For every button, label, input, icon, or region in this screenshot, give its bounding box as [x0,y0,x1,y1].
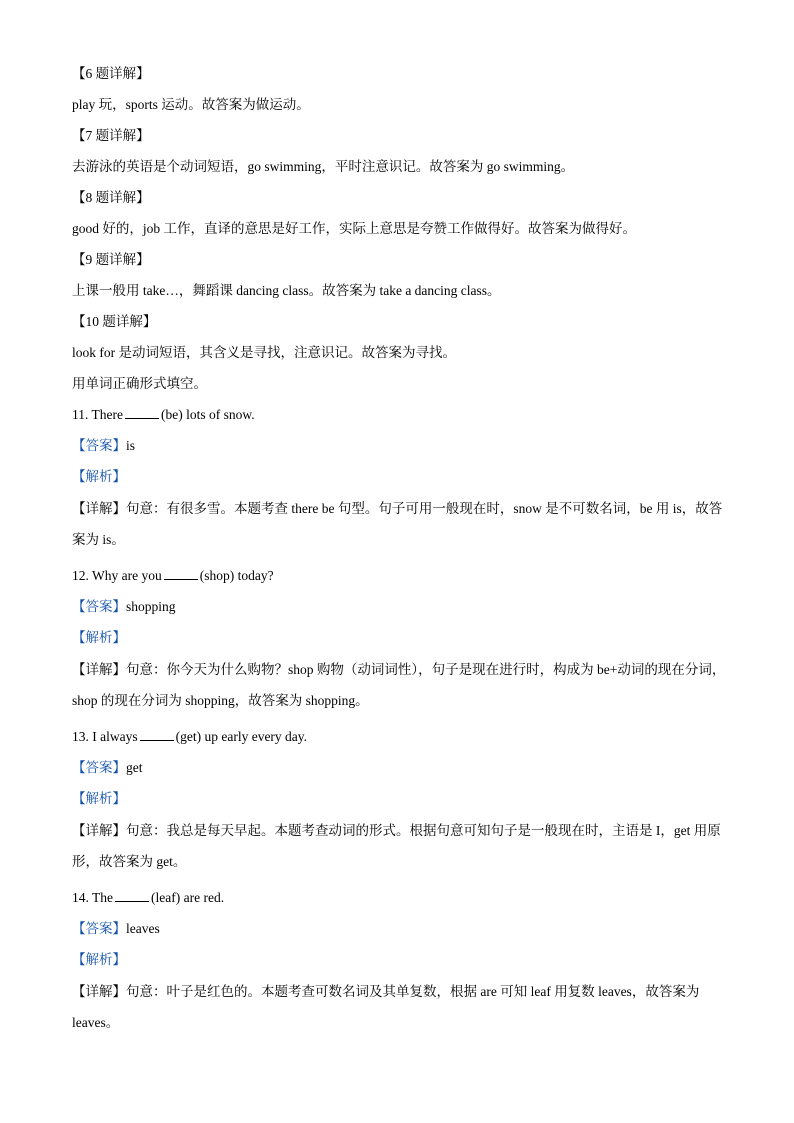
question-13 [72,727,732,747]
explanation-text-7: 去游泳的英语是个动词短语，go swimming，平时注意识记。故答案为 go swimming。 [72,159,575,174]
answer-blank [115,889,149,902]
explanation-text-6: play 玩，sports 运动。故答案为做运动。 [72,97,310,112]
analysis-tag-12: 【解析】 [72,630,126,645]
answer-tag: 【答案】 [72,438,126,453]
answer-value: is [126,438,136,453]
answer-tag: 【答案】 [72,760,126,775]
question-text: (get) up early every day. [175,729,308,744]
explanation-text-8: good 好的，job 工作，直译的意思是好工作，实际上意思是夸赞工作做得好。故答案为做得好。 [72,221,636,236]
answer-line-13 [72,758,732,778]
detail-tag: 【详解】 [72,501,126,516]
answer-line-14 [72,919,732,939]
explanation-text-9: 上课一般用 take…，舞蹈课 dancing class。故答案为 take a dancing class。 [72,283,501,298]
question-text: 11. There [72,407,123,422]
question-11 [72,405,732,425]
explanation-heading-6: 【6 题详解】 [72,66,150,81]
analysis-tag-11: 【解析】 [72,469,126,484]
answer-value: leaves [126,921,160,936]
detail-12 [72,654,732,716]
explanation-heading-8: 【8 题详解】 [72,190,150,205]
detail-text: 句意：我总是每天早起。本题考查动词的形式。根据句意可知句子是一般现在时，主语是 I，get 用原形，故答案为 get。 [72,823,721,869]
question-text: (be) lots of snow. [160,407,255,422]
explanation-heading-9: 【9 题详解】 [72,252,150,267]
question-text: (leaf) are red. [151,890,225,905]
answer-value: get [126,760,143,775]
detail-tag: 【详解】 [72,984,126,999]
detail-text: 句意：有很多雪。本题考查 there be 句型。句子可用一般现在时，snow 是不可数名词，be 用 is，故答案为 is。 [72,501,723,547]
answer-blank [140,728,174,741]
detail-text: 句意：叶子是红色的。本题考查可数名词及其单复数，根据 are 可知 leaf 用复数 leaves，故答案为 leaves。 [72,984,700,1030]
answer-tag: 【答案】 [72,921,126,936]
question-text: 14. The [72,890,113,905]
detail-14 [72,976,732,1038]
answer-value: shopping [126,599,176,614]
answer-tag: 【答案】 [72,599,126,614]
answer-line-11 [72,436,732,456]
question-text: 13. I always [72,729,138,744]
detail-text: 句意：你今天为什么购物？shop 购物（动词词性），句子是现在进行时，构成为 be+动词的现在分词，shop 的现在分词为 shopping，故答案为 shopping。 [72,662,726,708]
question-12 [72,566,732,586]
answer-blank [125,406,159,419]
analysis-tag-13: 【解析】 [72,791,126,806]
detail-tag: 【详解】 [72,823,126,838]
explanation-heading-10: 【10 题详解】 [72,314,157,329]
analysis-tag-14: 【解析】 [72,952,126,967]
question-text: (shop) today? [199,568,274,583]
detail-13 [72,815,732,877]
document-page [72,64,732,1038]
section-title: 用单词正确形式填空。 [72,376,207,391]
answer-blank [164,567,198,580]
answer-line-12 [72,597,732,617]
question-14 [72,888,732,908]
detail-tag: 【详解】 [72,662,126,677]
question-text: 12. Why are you [72,568,162,583]
explanation-text-10: look for 是动词短语，其含义是寻找，注意识记。故答案为寻找。 [72,345,456,360]
detail-11 [72,493,732,555]
explanation-heading-7: 【7 题详解】 [72,128,150,143]
